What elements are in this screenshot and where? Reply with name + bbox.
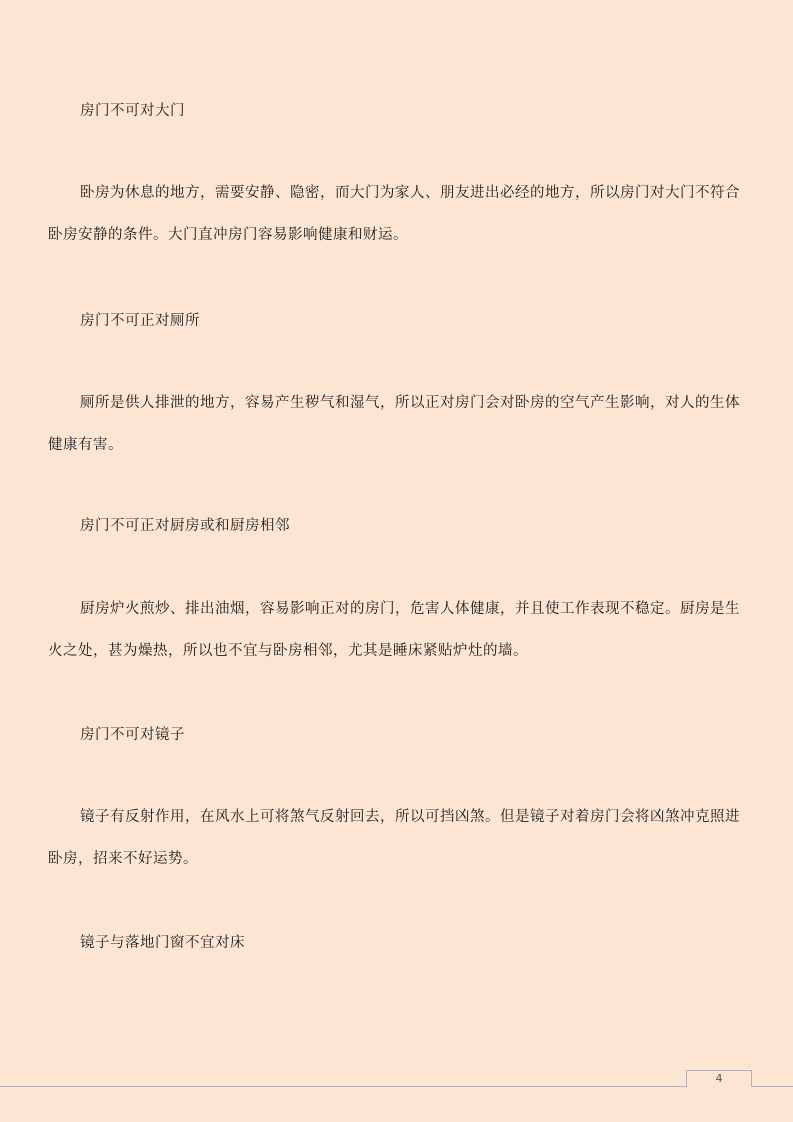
section-heading: 房门不可正对厕所 [80, 313, 200, 329]
section-paragraph: 厕所是供人排泄的地方，容易产生秽气和湿气，所以正对房门会对卧房的空气产生影响，对人的生体健康有害。 [48, 395, 740, 453]
section-paragraph: 卧房为休息的地方，需要安静、隐密，而大门为家人、朋友进出必经的地方，所以房门对大门不符合卧房安静的条件。大门直冲房门容易影响健康和财运。 [48, 185, 740, 243]
footer-divider [0, 1086, 793, 1087]
section-heading: 房门不可对镜子 [80, 727, 185, 743]
section-heading: 镜子与落地门窗不宜对床 [80, 935, 245, 951]
section-paragraph: 镜子有反射作用，在风水上可将煞气反射回去，所以可挡凶煞。但是镜子对着房门会将凶煞冲克照进卧房，招来不好运势。 [48, 809, 740, 867]
section-heading: 房门不可对大门 [80, 103, 185, 119]
section-heading: 房门不可正对厨房或和厨房相邻 [80, 518, 290, 534]
page-number: 4 [686, 1070, 752, 1087]
section-paragraph: 厨房炉火煎炒、排出油烟，容易影响正对的房门，危害人体健康，并且使工作表现不稳定。厨房是生火之处，甚为燥热，所以也不宜与卧房相邻，尤其是睡床紧贴炉灶的墙。 [48, 601, 740, 659]
